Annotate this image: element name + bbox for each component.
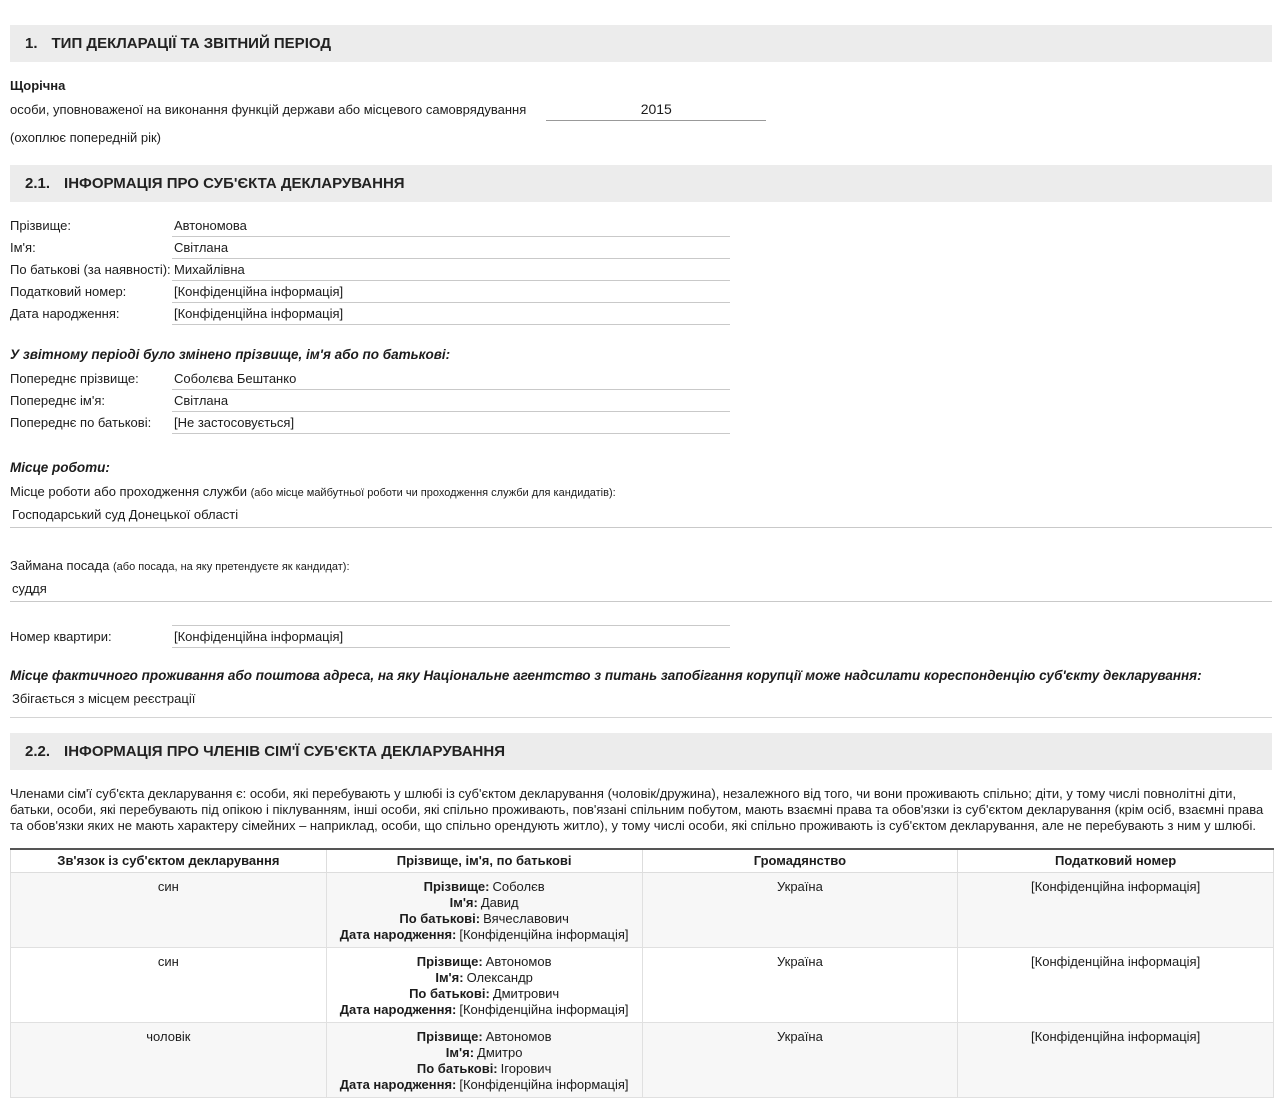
field-label: Номер квартири: (10, 629, 112, 644)
name-cell (326, 948, 642, 1023)
name-line-firstname: Ім'я: Дмитро (445, 1045, 523, 1060)
tax-number-cell: [Конфіденційна інформація] (958, 873, 1274, 948)
section-1-title: ТИП ДЕКЛАРАЦІЇ ТА ЗВІТНИЙ ПЕРІОД (51, 35, 332, 52)
name-cell (326, 873, 642, 948)
col-header-tax-number: Податковий номер (958, 849, 1274, 873)
col-header-relation: Зв'язок із суб'єктом декларування (11, 849, 327, 873)
name-line-surname: Прізвище: Соболєв (423, 879, 545, 894)
name-line-surname: Прізвище: Автономов (416, 1029, 552, 1044)
workplace-label-note: (або місце майбутньої роботи чи проходження служби для кандидатів): (250, 487, 616, 499)
field-label: Попереднє по батькові: (10, 415, 152, 430)
citizenship-cell: Україна (642, 948, 958, 1023)
name-line-patronymic: По батькові: Ігорович (416, 1061, 552, 1076)
workplace-value: Господарський суд Донецької області (10, 507, 1272, 528)
name-line-surname: Прізвище: Автономов (416, 954, 552, 969)
section-2-1-title: ІНФОРМАЦІЯ ПРО СУБ'ЄКТА ДЕКЛАРУВАННЯ (64, 175, 405, 192)
section-2-1-number: 2.1. (25, 175, 51, 192)
declaration-type-label: Щорічна (10, 78, 66, 93)
field-row-apartment (10, 626, 1272, 648)
residence-address-value: Збігається з місцем реєстрації (10, 691, 1272, 718)
field-row-surname (10, 215, 1272, 237)
section-1-header (10, 25, 1272, 62)
workplace-label (10, 484, 1272, 499)
field-row-firstname (10, 237, 1272, 259)
field-label: Прізвище: (10, 218, 71, 233)
section-2-2-title: ІНФОРМАЦІЯ ПРО ЧЛЕНІВ СІМ'Ї СУБ'ЄКТА ДЕКЛАРУВАННЯ (64, 743, 506, 760)
field-label: Дата народження: (10, 306, 120, 321)
field-row-patronymic (10, 259, 1272, 281)
field-label: Податковий номер: (10, 284, 127, 299)
field-row-prev-surname (10, 368, 1272, 390)
section-2-2-number: 2.2. (25, 743, 51, 760)
birthdate-value: [Конфіденційна інформація] (172, 303, 730, 325)
name-line-patronymic: По батькові: Вячеславович (399, 911, 569, 926)
field-label: Попереднє ім'я: (10, 393, 105, 408)
family-members-table (10, 848, 1274, 1098)
field-row-birthdate (10, 303, 1272, 325)
position-label-main: Займана посада (10, 558, 110, 573)
field-label: Ім'я: (10, 240, 36, 255)
relation-cell: чоловік (11, 1023, 327, 1098)
table-row (11, 948, 1274, 1023)
name-line-birthdate: Дата народження: [Конфіденційна інформація] (339, 1002, 629, 1017)
surname-value: Автономова (172, 215, 730, 237)
position-value: суддя (10, 581, 1272, 602)
relation-cell: син (11, 873, 327, 948)
col-header-full-name: Прізвище, ім'я, по батькові (326, 849, 642, 873)
name-line-firstname: Ім'я: Давид (449, 895, 519, 910)
workplace-label-main: Місце роботи або проходження служби (10, 484, 248, 499)
name-line-birthdate: Дата народження: [Конфіденційна інформація] (339, 1077, 629, 1092)
position-label (10, 558, 1272, 573)
section-2-1-header (10, 165, 1272, 202)
name-line-patronymic: По батькові: Дмитрович (409, 986, 560, 1001)
field-label: По батькові (за наявності): (10, 262, 171, 277)
residence-address-heading: Місце фактичного проживання або поштова адреса, на яку Національне агентство з питань запобігання корупції може надсилати кореспонденцію суб'єкту декларування: (10, 668, 1202, 683)
family-members-description: Членами сім'ї суб'єкта декларування є: особи, які перебувають у шлюбі із суб'єктом декларування (чоловік/дружина), незалежного від того, чи вони проживають спільно; діти, у тому числі повнолітні діти, батьки, особи, які перебувають під опікою і піклуванням, інші особи, які спільно проживають, пов'язані спільним побутом, мають взаємні права та обов'язки із суб'єктом декларування (крім осіб, взаємні права та обов'язки яких не мають характеру сімейних – наприклад, особи, що спільно орендують житло), у тому числі особи, які спільно проживають із суб'єктом декларування, але не перебувають з ним у шлюбі. (10, 786, 1264, 833)
name-line-birthdate: Дата народження: [Конфіденційна інформація] (339, 927, 629, 942)
position-label-note: (або посада, на яку претендуєте як кандидат): (112, 561, 350, 573)
citizenship-cell: Україна (642, 1023, 958, 1098)
prev-patronymic-value: [Не застосовується] (172, 412, 730, 434)
patronymic-value: Михайлівна (172, 259, 730, 281)
previous-name-fields (10, 368, 1272, 434)
workplace-heading: Місце роботи: (10, 460, 110, 475)
table-row (11, 1023, 1274, 1098)
apartment-value: [Конфіденційна інформація] (172, 626, 730, 648)
name-cell (326, 1023, 642, 1098)
section-1-number: 1. (25, 35, 38, 52)
empty-field-underline (172, 614, 730, 626)
table-header-row (11, 849, 1274, 873)
field-row-prev-firstname (10, 390, 1272, 412)
name-line-firstname: Ім'я: Олександр (435, 970, 533, 985)
tax-number-value: [Конфіденційна інформація] (172, 281, 730, 303)
name-change-heading: У звітному періоді було змінено прізвище, ім'я або по батькові: (10, 347, 451, 362)
tax-number-cell: [Конфіденційна інформація] (958, 1023, 1274, 1098)
subject-fields (10, 215, 1272, 325)
tax-number-cell: [Конфіденційна інформація] (958, 948, 1274, 1023)
report-year-field: 2015 (546, 101, 766, 121)
prev-surname-value: Соболєва Бештанко (172, 368, 730, 390)
field-row-tax-number (10, 281, 1272, 303)
field-label: Попереднє прізвище: (10, 371, 139, 386)
relation-cell: син (11, 948, 327, 1023)
empty-field-row (10, 614, 1272, 626)
citizenship-cell: Україна (642, 873, 958, 948)
section-2-2-header (10, 733, 1272, 770)
firstname-value: Світлана (172, 237, 730, 259)
col-header-citizenship: Громадянство (642, 849, 958, 873)
subject-function-label: особи, уповноваженої на виконання функцій держави або місцевого самоврядування (10, 102, 527, 117)
covers-previous-year-note: (охоплює попередній рік) (10, 130, 161, 145)
field-row-prev-patronymic (10, 412, 1272, 434)
prev-firstname-value: Світлана (172, 390, 730, 412)
table-row (11, 873, 1274, 948)
